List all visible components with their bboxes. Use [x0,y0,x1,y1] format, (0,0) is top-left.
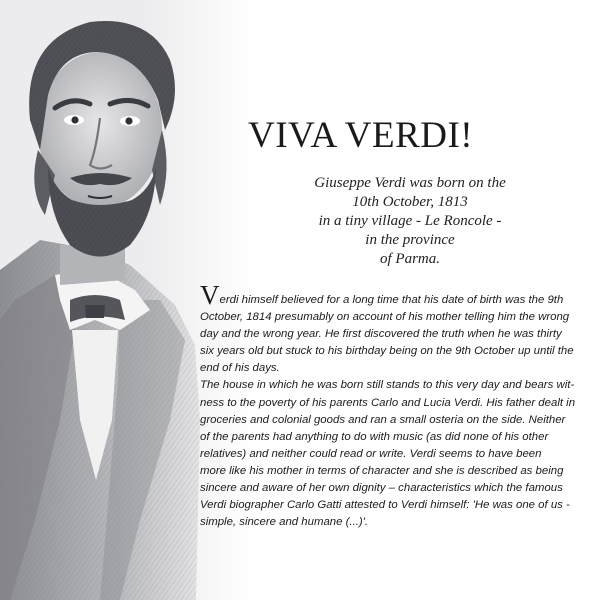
drop-cap: V [200,280,220,310]
subtitle-line: in the province [365,232,455,248]
body-line: end of his days. [200,362,280,375]
body-line: more like his mother in terms of character and she is described as being [200,464,564,477]
body-line: The house in which he was born still stands to this very day and bears wit- [200,379,575,392]
article-subtitle [250,174,570,269]
body-line: six years old but stuck to his birthday being on the 9th October up until the [200,345,574,358]
body-line [200,280,580,310]
subtitle-line: Giuseppe Verdi was born on the [314,175,506,191]
subtitle-line: 10th October, 1813 [352,194,468,210]
body-line: day and the wrong year. He first discovered the truth when he was thirty [200,328,562,341]
article-title: VIVA VERDI! [248,115,474,156]
body-line-text: erdi himself believed for a long time that his date of birth was the 9th [219,294,564,306]
body-line: ness to the poverty of his parents Carlo and Lucia Verdi. His father dealt in [200,396,576,409]
body-line: relatives) and neither could read or write. Verdi seems to have been [200,447,542,460]
body-line: sincere and aware of her own dignity – characteristics which the famous [200,482,563,495]
subtitle-line: in a tiny village - Le Roncole - [318,213,502,229]
subtitle-line: of Parma. [380,251,440,267]
body-line: of the parents had anything to do with music (as did none of his other [200,430,549,443]
article-body [200,280,580,531]
body-line: groceries and colonial goods and ran a small osteria on the side. Neither [200,413,566,426]
body-line: October, 1814 presumably on account of his mother telling him the wrong [200,311,570,324]
body-line: Verdi biographer Carlo Gatti attested to Verdi himself: 'He was one of us - [200,499,570,512]
body-line: simple, sincere and humane (...)'. [200,516,369,529]
